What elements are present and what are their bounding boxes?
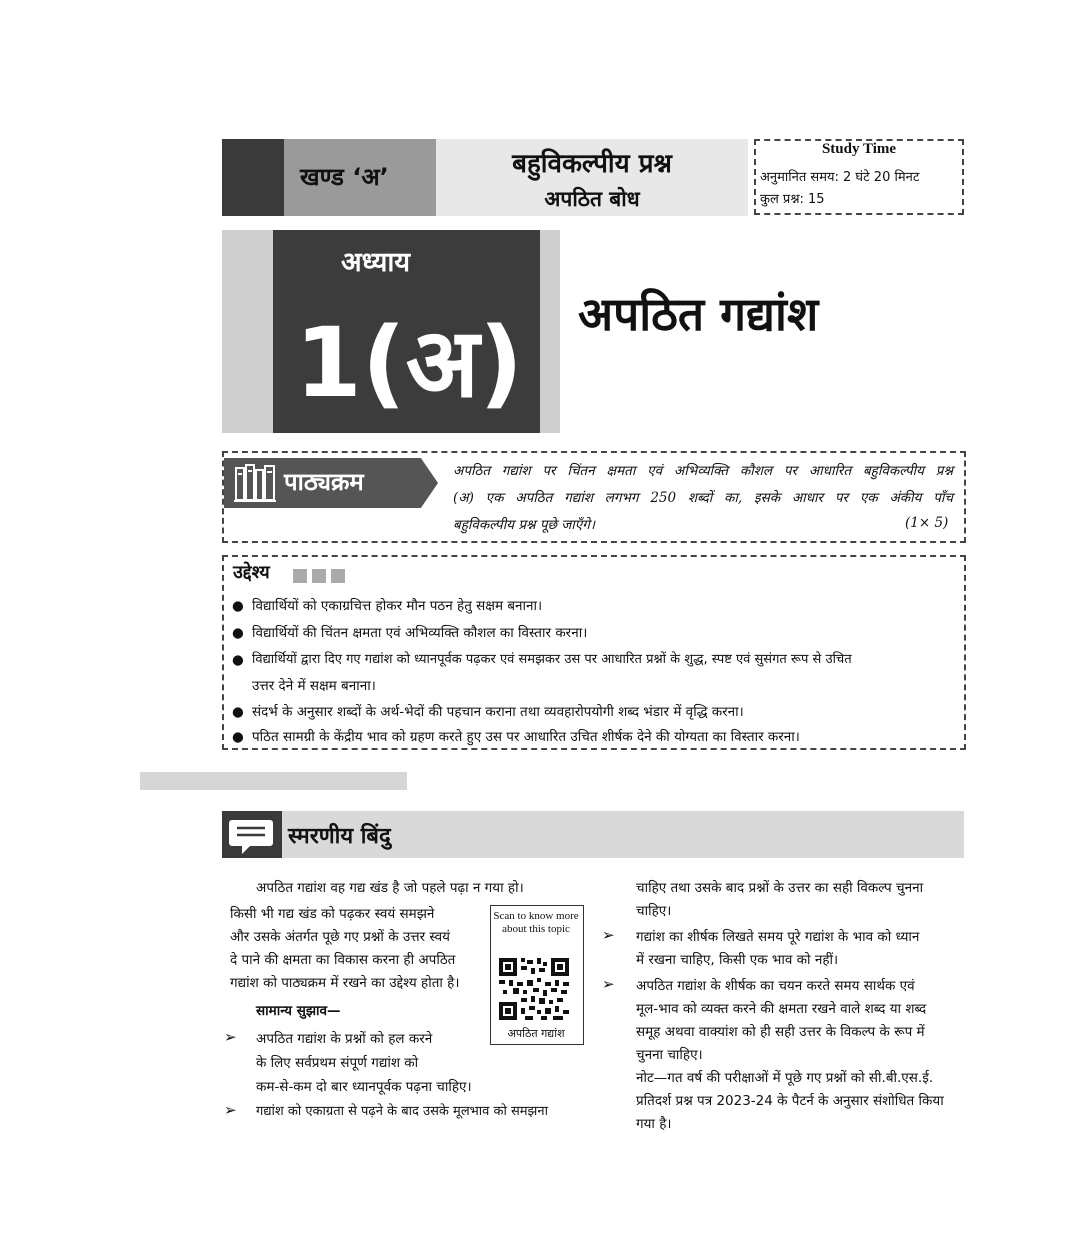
suggestions-heading: सामान्य सुझाव— <box>256 1003 341 1019</box>
syllabus-marks: (1× 5) <box>905 515 949 531</box>
note-line: नोट—गत वर्ष की परीक्षाओं में पूछे गए प्रश्नों को सी.बी.एस.ई. <box>636 1070 934 1086</box>
objective-text: विद्यार्थियों की चिंतन क्षमता एवं अभिव्यक्ति कौशल का विस्तार करना। <box>252 625 588 641</box>
chapter-word: अध्याय <box>340 247 411 278</box>
decor-square <box>293 569 307 583</box>
paragraph-line: कम-से-कम दो बार ध्यानपूर्वक पढ़ना चाहिए। <box>256 1079 472 1095</box>
paragraph-line: अपठित गद्यांश के शीर्षक का चयन करते समय सार्थक एवं <box>636 978 915 994</box>
arrow-bullet-icon: ➢ <box>602 975 615 993</box>
arrow-bullet-icon: ➢ <box>224 1101 237 1119</box>
qr-caption: Scan to know more about this topic <box>493 910 579 935</box>
remember-title: स्मरणीय बिंदु <box>288 824 391 849</box>
paragraph-line: अपठित गद्यांश के प्रश्नों को हल करने <box>256 1031 433 1047</box>
paragraph-line: किसी भी गद्य खंड को पढ़कर स्वयं समझने <box>230 906 435 922</box>
decor-square <box>312 569 326 583</box>
arrow-bullet-icon: ➢ <box>602 926 615 944</box>
qr-code-icon[interactable] <box>499 958 569 1020</box>
paragraph-line: गद्यांश का शीर्षक लिखते समय पूरे गद्यांश के भाव को ध्यान <box>636 929 920 945</box>
objective-text: पठित सामग्री के केंद्रीय भाव को ग्रहण करते हुए उस पर आधारित उचित शीर्षक देने की योग्यता का विस्तार करना। <box>252 729 800 745</box>
objective-item <box>232 593 952 619</box>
bullet: ● <box>232 598 244 614</box>
paragraph-line: गद्यांश को पाठ्यक्रम में रखने का उद्देश्य होता है। <box>230 975 460 991</box>
paragraph-line: में रखना चाहिए, किसी एक भाव को नहीं। <box>636 952 839 968</box>
objective-text: उत्तर देने में सक्षम बनाना। <box>252 678 376 694</box>
arrow-bullet-icon: ➢ <box>224 1028 237 1046</box>
decor-square <box>331 569 345 583</box>
note-line: प्रतिदर्श प्रश्न पत्र 2023-24 के पैटर्न के अनुसार संशोधित किया <box>636 1093 944 1109</box>
objective-text: विद्यार्थियों द्वारा दिए गए गद्यांश को ध्यानपूर्वक पढ़कर एवं समझकर उस पर आधारित प्रश्नों के शुद्ध, स्पष्ट एवं सुसंगत रूप से उचित <box>252 652 852 667</box>
bullet: ● <box>232 625 244 641</box>
syllabus-line: अपठित गद्यांश पर चिंतन क्षमता एवं अभिव्यक्ति कौशल पर आधारित बहुविकल्पीय प्रश्न <box>453 463 953 479</box>
objectives-heading: उद्देश्य <box>233 562 270 583</box>
header-dark-block <box>222 139 284 216</box>
total-questions: कुल प्रश्न: 15 <box>760 192 825 207</box>
objective-text: विद्यार्थियों को एकाग्रचित्त होकर मौन पठन हेतु सक्षम बनाना। <box>252 598 543 614</box>
paragraph-line: अपठित गद्यांश वह गद्य खंड है जो पहले पढ़ा न गया हो। <box>256 880 524 896</box>
paragraph-line: दे पाने की क्षमता का विकास करना ही अपठित <box>230 952 456 968</box>
study-time-title: Study Time <box>821 141 897 157</box>
paragraph-line: गद्यांश को एकाग्रता से पढ़ने के बाद उसके मूलभाव को समझना <box>256 1104 548 1119</box>
objective-item <box>232 724 952 750</box>
bullet: ● <box>232 652 244 668</box>
paragraph-line: चाहिए तथा उसके बाद प्रश्नों के उत्तर का सही विकल्प चुनना <box>636 880 924 896</box>
paragraph-line: चुनना चाहिए। <box>636 1047 703 1063</box>
paragraph-line: समूह अथवा वाक्यांश को ही सही उत्तर के विकल्प के रूप में <box>636 1024 925 1040</box>
section-title: बहुविकल्पीय प्रश्न <box>512 149 672 179</box>
paragraph-line: चाहिए। <box>636 903 672 919</box>
paragraph-line: और उसके अंतर्गत पूछे गए प्रश्नों के उत्तर स्वयं <box>230 929 450 945</box>
bullet: ● <box>232 729 244 745</box>
section-label: खण्ड ‘अ’ <box>300 163 389 191</box>
bullet: ● <box>232 704 244 720</box>
syllabus-line: बहुविकल्पीय प्रश्न पूछे जाएँगे। <box>453 517 595 533</box>
note-line: गया है। <box>636 1116 672 1132</box>
note-icon <box>222 811 282 861</box>
divider-bar <box>140 772 407 790</box>
paragraph-line: मूल-भाव को व्यक्त करने की क्षमता रखने वाले शब्द या शब्द <box>636 1001 927 1017</box>
qr-label: अपठित गद्यांश <box>507 1027 565 1040</box>
chapter-number: 1(अ) <box>295 307 523 419</box>
syllabus-label: पाठ्यक्रम <box>284 468 364 496</box>
paragraph-line: के लिए सर्वप्रथम संपूर्ण गद्यांश को <box>256 1055 419 1071</box>
books-icon <box>233 462 277 504</box>
chapter-title: अपठित गद्यांश <box>578 287 819 341</box>
objective-item <box>232 620 952 646</box>
section-subtitle: अपठित बोध <box>544 187 640 211</box>
estimated-time: अनुमानित समय: 2 घंटे 20 मिनट <box>760 170 920 185</box>
objective-item <box>232 699 952 725</box>
objective-text: संदर्भ के अनुसार शब्दों के अर्थ-भेदों की पहचान कराना तथा व्यवहारोपयोगी शब्द भंडार में वृद्धि करना। <box>252 704 744 720</box>
syllabus-line: (अ) एक अपठित गद्यांश लगभग 250 शब्दों का, इसके आधार पर एक अंकीय पाँच <box>453 490 953 506</box>
objective-item <box>232 647 952 699</box>
